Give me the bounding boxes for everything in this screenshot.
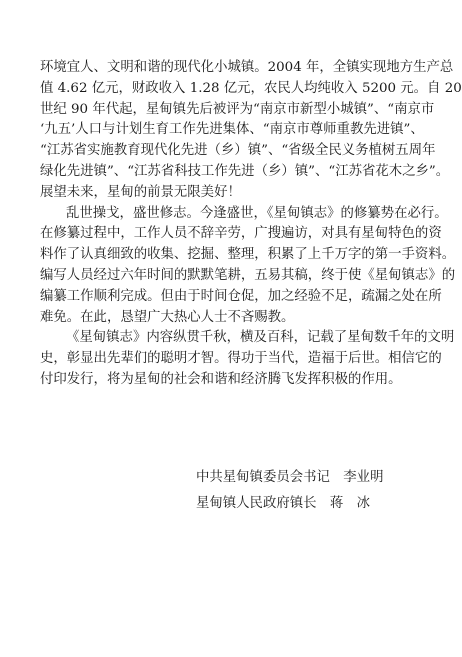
text-line: 世纪 90 年代起，星甸镇先后被评为“南京市新型小城镇”、“南京市 [40, 101, 435, 117]
text-line: “江苏省实施教育现代化先进（乡）镇”、“省级全民义务植树五周年 [40, 143, 436, 159]
text-line: 付印发行，将为星甸的社会和谐和经济腾飞发挥积极的作用。 [40, 371, 402, 387]
signature-block [196, 465, 416, 517]
town-mayor-signature: 星甸镇人民政府镇长 蒋 冰 [196, 496, 371, 511]
text-line: 难免。在此，恳望广大热心人士不吝赐教。 [40, 309, 295, 325]
text-line: 环境宜人、文明和谐的现代化小城镇。2004 年，全镇实现地方生产总 [40, 60, 454, 75]
text-line: ‘九五’人口与计划生育工作先进集体、“南京市尊师重教先进镇”、 [40, 122, 424, 138]
text-line: 值 4.62 亿元，财政收入 1.28 亿元，农民人均纯收入 5200 元。自 20 [40, 80, 462, 96]
paragraph-first-line: 乱世操戈，盛世修志。今逢盛世，《星甸镇志》的修纂势在必行。 [66, 205, 448, 221]
text-line: 料作了认真细致的收集、挖掘、整理，积累了上千万字的第一手资料。 [40, 247, 456, 263]
text-line: 史，彰显出先辈们的聪明才智。得功于当代，造福于后世。相信它的 [40, 351, 442, 367]
text-line: 编写人员经过六年时间的默默笔耕，五易其稿，终于使《星甸镇志》的 [40, 267, 456, 283]
paragraph-first-line: 《星甸镇志》内容纵贯千秋，横及百科，记载了星甸数千年的文明 [66, 330, 455, 346]
party-secretary-signature: 中共星甸镇委员会书记 李业明 [196, 470, 384, 485]
preface-body [40, 58, 462, 391]
text-line: 绿化先进镇”、“江苏省科技工作先进（乡）镇”、“江苏省花木之乡”。 [40, 163, 450, 179]
text-line: 展望未来，星甸的前景无限美好！ [40, 184, 241, 200]
text-line: 在修纂过程中，工作人员不辞辛劳，广搜遍访，对具有星甸特色的资 [40, 226, 442, 242]
text-line: 编纂工作顺利完成。但由于时间仓促，加之经验不足，疏漏之处在所 [40, 288, 442, 304]
